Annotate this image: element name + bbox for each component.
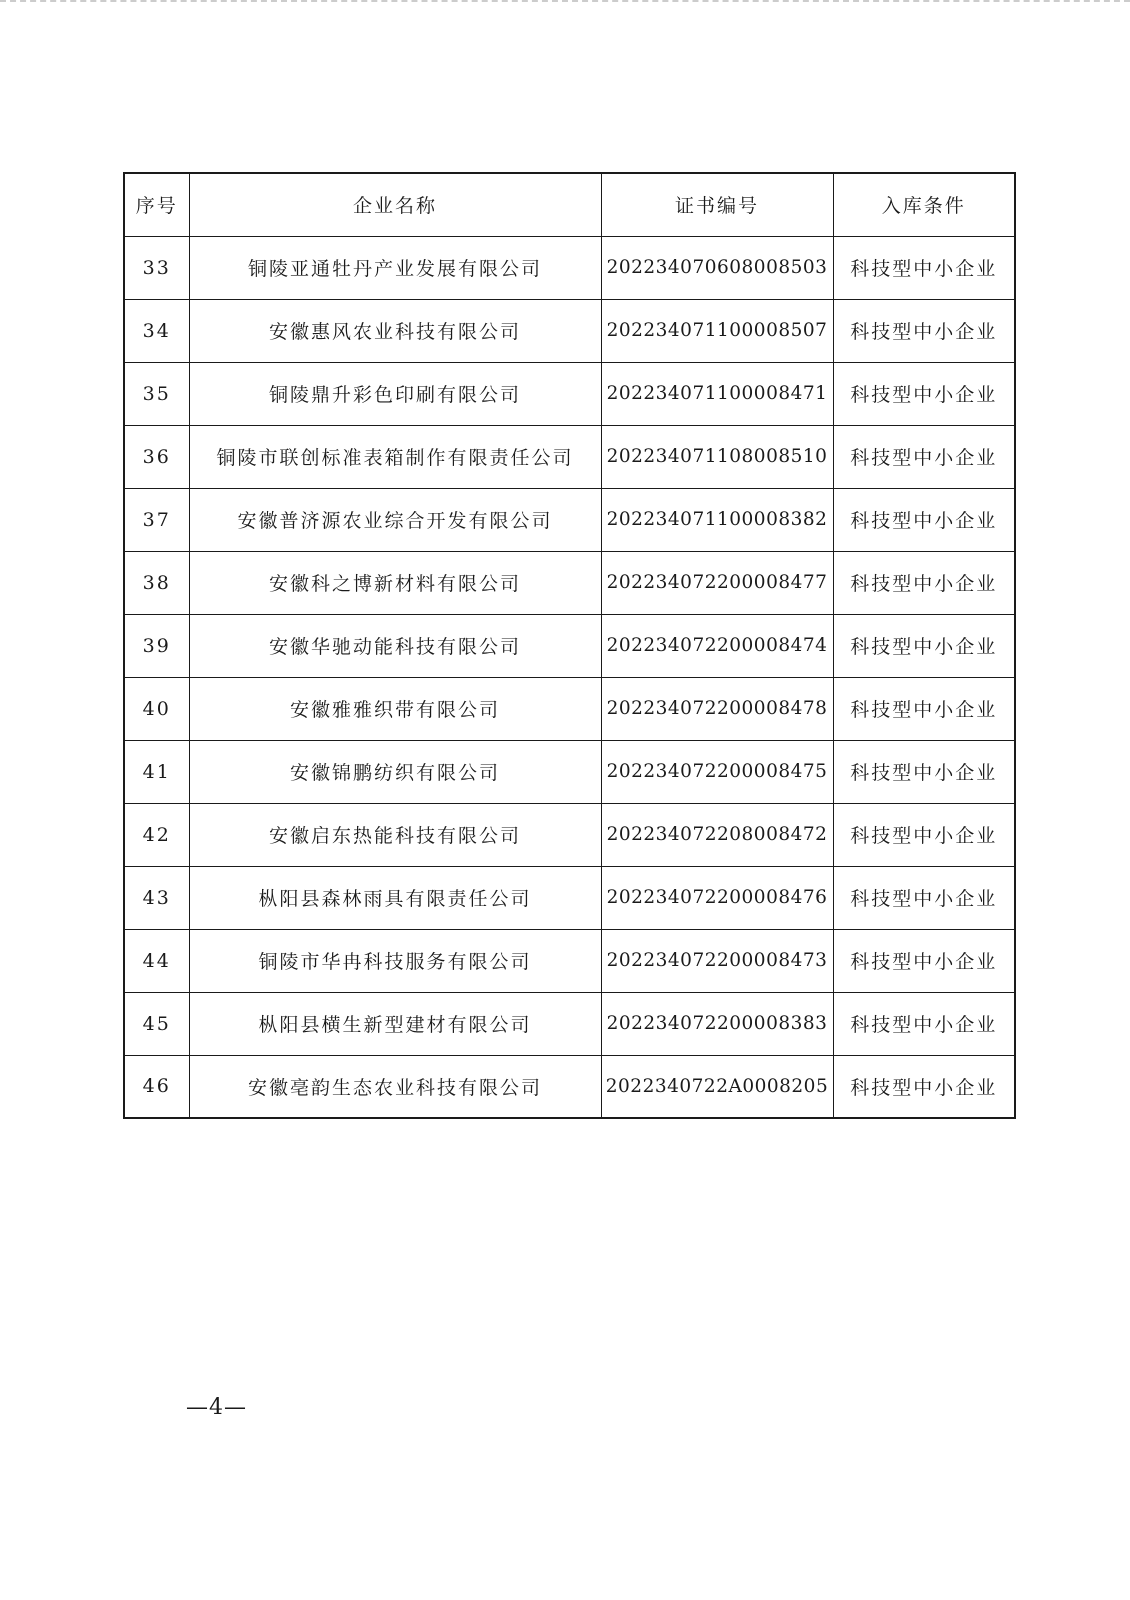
- row-company-name: 安徽亳韵生态农业科技有限公司: [189, 1055, 601, 1118]
- table-row: [124, 488, 1015, 551]
- row-certificate-number: 202234072200008475: [601, 740, 833, 803]
- row-condition: 科技型中小企业: [833, 425, 1015, 488]
- table-row: [124, 992, 1015, 1055]
- row-condition: 科技型中小企业: [833, 866, 1015, 929]
- table-row: [124, 362, 1015, 425]
- row-index: 37: [124, 488, 189, 551]
- row-index: 44: [124, 929, 189, 992]
- row-company-name: 安徽雅雅织带有限公司: [189, 677, 601, 740]
- row-condition: 科技型中小企业: [833, 740, 1015, 803]
- table-body: [124, 236, 1015, 1118]
- row-condition: 科技型中小企业: [833, 236, 1015, 299]
- scan-edge-line: [0, 0, 1130, 6]
- row-index: 39: [124, 614, 189, 677]
- row-company-name: 安徽锦鹏纺织有限公司: [189, 740, 601, 803]
- row-condition: 科技型中小企业: [833, 1055, 1015, 1118]
- table-row: [124, 236, 1015, 299]
- header-company-name: 企业名称: [189, 173, 601, 236]
- page-number: —4—: [186, 1395, 247, 1420]
- row-company-name: 枞阳县森林雨具有限责任公司: [189, 866, 601, 929]
- row-company-name: 安徽启东热能科技有限公司: [189, 803, 601, 866]
- row-index: 34: [124, 299, 189, 362]
- row-condition: 科技型中小企业: [833, 299, 1015, 362]
- table-row: [124, 425, 1015, 488]
- row-condition: 科技型中小企业: [833, 614, 1015, 677]
- table-row: [124, 551, 1015, 614]
- row-certificate-number: 2022340722A0008205: [601, 1055, 833, 1118]
- row-company-name: 安徽普济源农业综合开发有限公司: [189, 488, 601, 551]
- table-header-row: [124, 173, 1015, 236]
- row-index: 36: [124, 425, 189, 488]
- row-certificate-number: 202234072200008474: [601, 614, 833, 677]
- row-company-name: 铜陵鼎升彩色印刷有限公司: [189, 362, 601, 425]
- header-certificate-number: 证书编号: [601, 173, 833, 236]
- header-admission-condition: 入库条件: [833, 173, 1015, 236]
- row-company-name: 铜陵市联创标准表箱制作有限责任公司: [189, 425, 601, 488]
- row-company-name: 安徽科之博新材料有限公司: [189, 551, 601, 614]
- table-row: [124, 614, 1015, 677]
- table-row: [124, 299, 1015, 362]
- row-certificate-number: 202234072200008476: [601, 866, 833, 929]
- row-condition: 科技型中小企业: [833, 992, 1015, 1055]
- table-row: [124, 929, 1015, 992]
- row-index: 33: [124, 236, 189, 299]
- table-row: [124, 866, 1015, 929]
- row-company-name: 安徽华驰动能科技有限公司: [189, 614, 601, 677]
- row-condition: 科技型中小企业: [833, 362, 1015, 425]
- row-condition: 科技型中小企业: [833, 488, 1015, 551]
- row-index: 43: [124, 866, 189, 929]
- row-certificate-number: 202234072208008472: [601, 803, 833, 866]
- row-condition: 科技型中小企业: [833, 551, 1015, 614]
- row-company-name: 安徽惠风农业科技有限公司: [189, 299, 601, 362]
- row-certificate-number: 202234071100008507: [601, 299, 833, 362]
- table-row: [124, 1055, 1015, 1118]
- table-row: [124, 677, 1015, 740]
- row-certificate-number: 202234072200008477: [601, 551, 833, 614]
- header-index: 序号: [124, 173, 189, 236]
- table-row: [124, 740, 1015, 803]
- row-index: 40: [124, 677, 189, 740]
- row-index: 46: [124, 1055, 189, 1118]
- row-index: 35: [124, 362, 189, 425]
- row-company-name: 铜陵市华冉科技服务有限公司: [189, 929, 601, 992]
- row-certificate-number: 202234072200008473: [601, 929, 833, 992]
- row-certificate-number: 202234070608008503: [601, 236, 833, 299]
- row-condition: 科技型中小企业: [833, 803, 1015, 866]
- row-company-name: 铜陵亚通牡丹产业发展有限公司: [189, 236, 601, 299]
- company-list-table: [123, 172, 1016, 1119]
- row-index: 45: [124, 992, 189, 1055]
- row-index: 41: [124, 740, 189, 803]
- row-index: 38: [124, 551, 189, 614]
- row-certificate-number: 202234071100008382: [601, 488, 833, 551]
- row-certificate-number: 202234071108008510: [601, 425, 833, 488]
- row-company-name: 枞阳县横生新型建材有限公司: [189, 992, 601, 1055]
- row-condition: 科技型中小企业: [833, 929, 1015, 992]
- table-row: [124, 803, 1015, 866]
- row-index: 42: [124, 803, 189, 866]
- row-certificate-number: 202234072200008383: [601, 992, 833, 1055]
- row-certificate-number: 202234072200008478: [601, 677, 833, 740]
- row-condition: 科技型中小企业: [833, 677, 1015, 740]
- row-certificate-number: 202234071100008471: [601, 362, 833, 425]
